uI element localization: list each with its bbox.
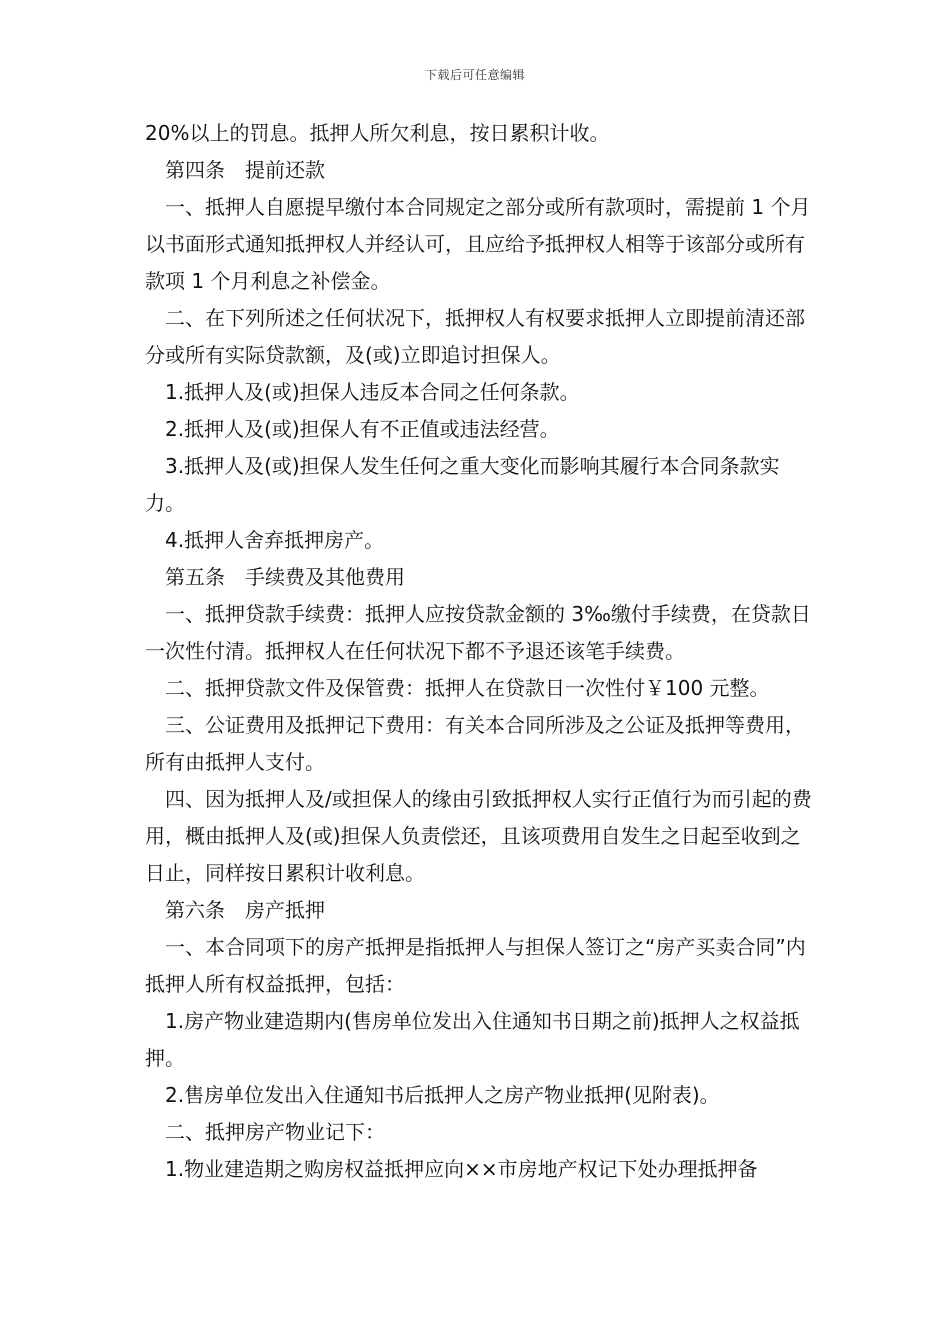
paragraph: 一、抵押贷款手续费：抵押人应按贷款金额的 3‰缴付手续费，在贷款日一次性付清。抵押权人在任何状况下都不予退还该笔手续费。 xyxy=(145,602,811,663)
list-item: 1.抵押人及(或)担保人违反本合同之任何条款。 xyxy=(165,380,580,404)
list-item: 1.房产物业建造期内(售房单位发出入住通知书日期之前)抵押人之权益抵押。 xyxy=(145,1009,800,1070)
section-heading: 第六条 房产抵押 xyxy=(165,898,325,922)
list-item: 2.售房单位发出入住通知书后抵押人之房产物业抵押(见附表)。 xyxy=(165,1083,720,1107)
list-item: 4.抵押人舍弃抵押房产。 xyxy=(165,528,385,552)
paragraph: 二、在下列所述之任何状况下，抵押权人有权要求抵押人立即提前清还部分或所有实际贷款额，及(或)立即追讨担保人。 xyxy=(145,306,805,367)
paragraph: 一、抵押人自愿提早缴付本合同规定之部分或所有款项时，需提前 1 个月以书面形式通知抵押权人并经认可，且应给予抵押权人相等于该部分或所有款项 1 个月利息之补偿金。 xyxy=(145,195,811,293)
list-item: 3.抵押人及(或)担保人发生任何之重大变化而影响其履行本合同条款实力。 xyxy=(145,454,780,515)
list-item: 1.物业建造期之购房权益抵押应向××市房地产权记下处办理抵押备 xyxy=(165,1157,758,1181)
section-heading: 第五条 手续费及其他费用 xyxy=(165,565,405,589)
page-header-note: 下载后可任意编辑 xyxy=(424,68,525,82)
paragraph: 四、因为抵押人及/或担保人的缘由引致抵押权人实行正值行为而引起的费用，概由抵押人及(或)担保人负责偿还，且该项费用自发生之日起至收到之日止，同样按日累积计收利息。 xyxy=(145,787,812,885)
paragraph: 二、抵押贷款文件及保管费：抵押人在贷款日一次性付￥100 元整。 xyxy=(165,676,770,700)
paragraph: 二、抵押房产物业记下： xyxy=(165,1120,385,1144)
section-heading: 第四条 提前还款 xyxy=(165,158,325,182)
paragraph: 20%以上的罚息。抵押人所欠利息，按日累积计收。 xyxy=(145,121,610,145)
paragraph: 一、本合同项下的房产抵押是指抵押人与担保人签订之“房产买卖合同”内抵押人所有权益抵押，包括： xyxy=(145,935,806,996)
list-item: 2.抵押人及(或)担保人有不正值或违法经营。 xyxy=(165,417,560,441)
document-body xyxy=(145,115,817,1188)
paragraph: 三、公证费用及抵押记下费用：有关本合同所涉及之公证及抵押等费用，所有由抵押人支付。 xyxy=(145,713,805,774)
